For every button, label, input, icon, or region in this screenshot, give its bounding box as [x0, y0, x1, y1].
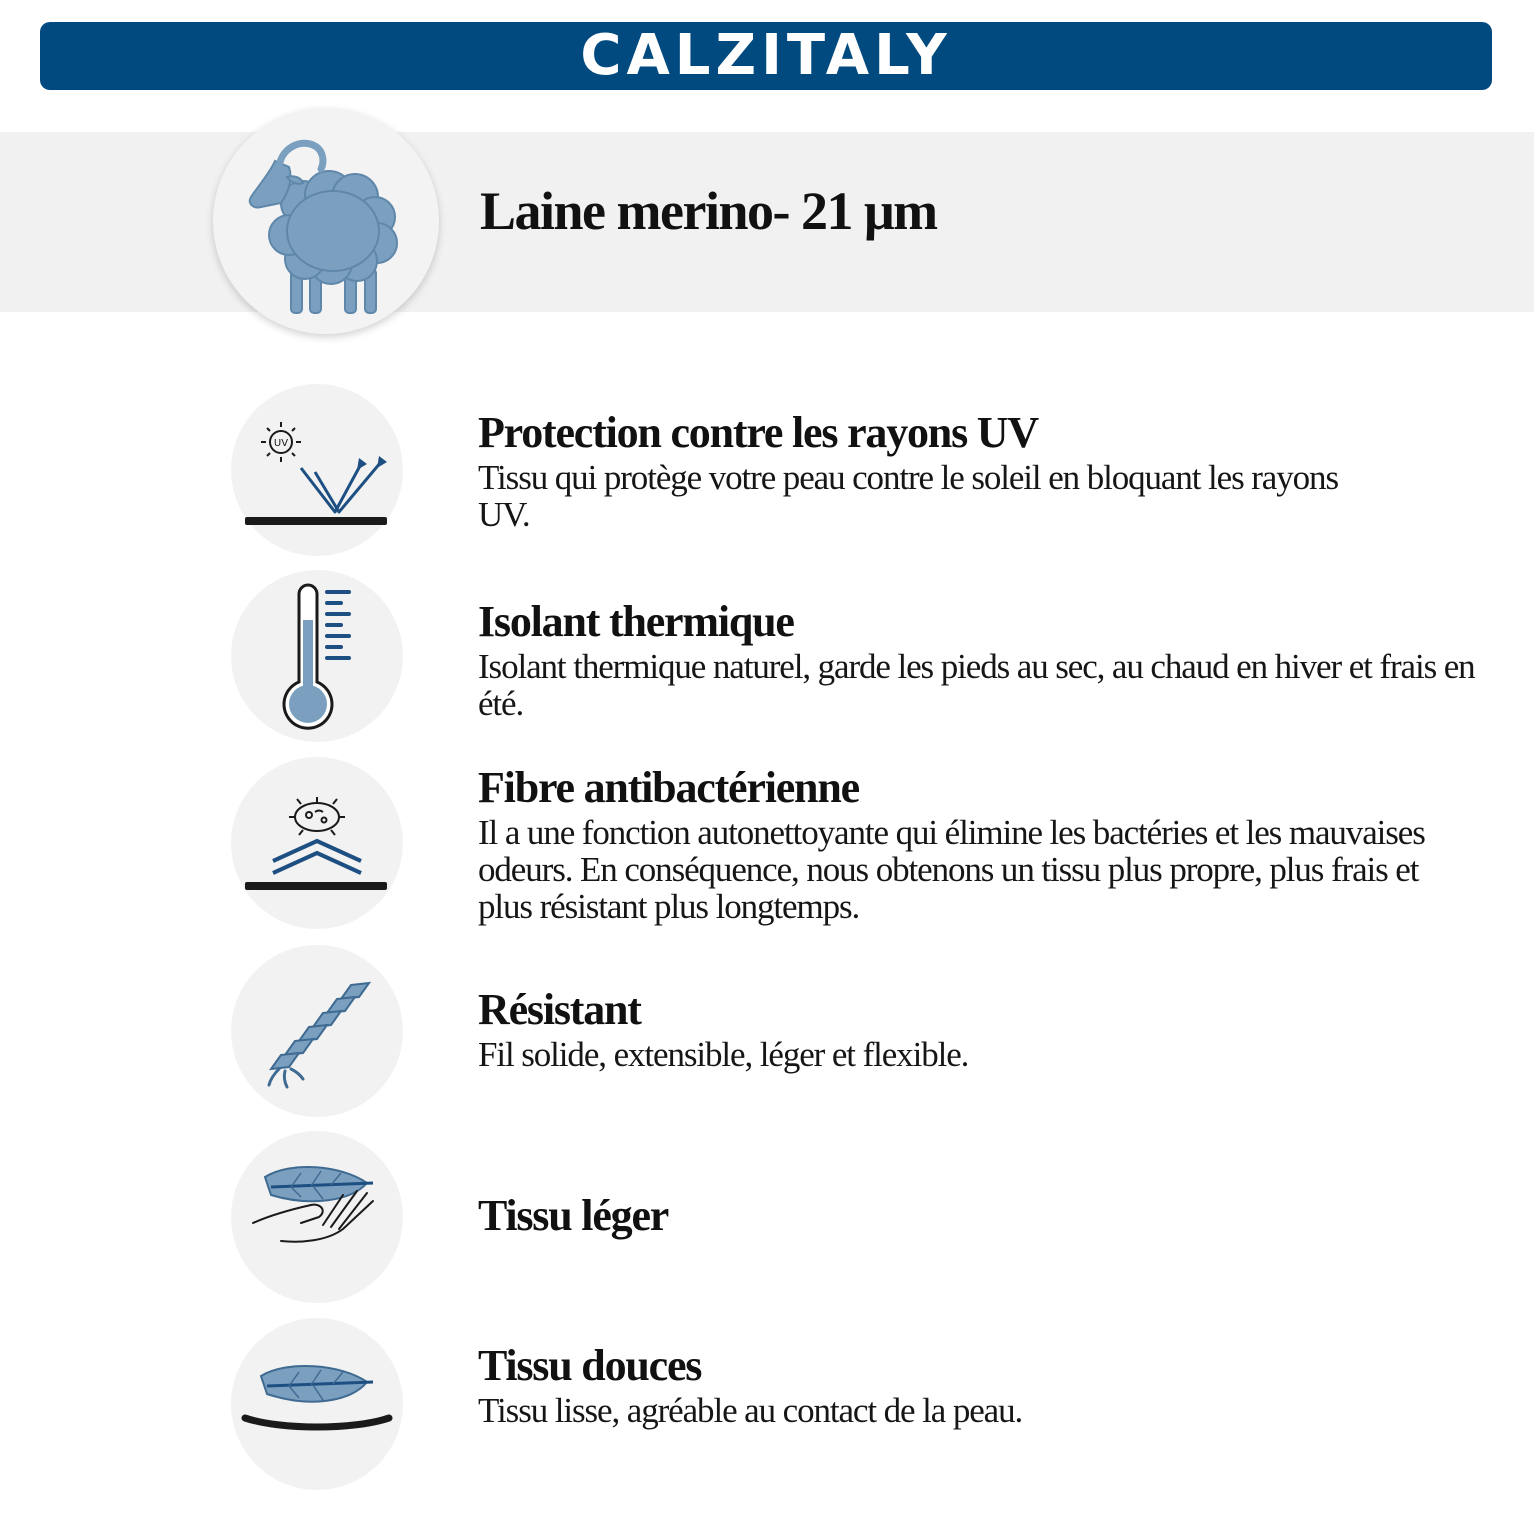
feature-description: Il a une fonction autonettoyante qui élimine les bactéries et les mauvaises odeurs. En conséquence, nous obtenons un tissu plus propre, plus frais et plus résistant plus longtemps. [478, 813, 1425, 926]
feature-description: Tissu lisse, agréable au contact de la peau. [478, 1391, 1023, 1430]
feature-icon-circle [231, 1131, 403, 1303]
feature-icon-circle [231, 570, 403, 742]
feature-title: Tissu léger [478, 1191, 669, 1240]
feature-uv [478, 408, 1478, 534]
feature-thermal [478, 597, 1478, 723]
rope-icon [231, 945, 403, 1117]
hero-title: Laine merino- 21 μm [480, 181, 937, 241]
feature-title: Protection contre les rayons UV [478, 408, 1038, 457]
antibacterial-icon [231, 757, 403, 929]
feature-soft [478, 1341, 1478, 1430]
feather-hand-icon [231, 1131, 403, 1303]
feature-title: Résistant [478, 985, 641, 1034]
feature-resistant [478, 985, 1478, 1074]
feature-title: Fibre antibactérienne [478, 763, 859, 812]
thermometer-icon [231, 570, 403, 742]
svg-text:UV: UV [273, 438, 289, 449]
feature-icon-circle [231, 757, 403, 929]
feature-icon-circle [231, 384, 403, 556]
feature-icon-circle [231, 945, 403, 1117]
feature-description: Tissu qui protège votre peau contre le soleil en bloquant les rayons UV. [478, 458, 1338, 534]
brand-name: CALZITALY [580, 23, 952, 88]
hero-icon-circle [213, 108, 439, 334]
sheep-icon [241, 121, 411, 321]
feature-light [478, 1191, 1478, 1242]
feature-description: Isolant thermique naturel, garde les pieds au sec, au chaud en hiver et frais en été. [478, 647, 1475, 723]
feature-title: Isolant thermique [478, 597, 794, 646]
feature-icon-circle [231, 1318, 403, 1490]
uv-protection-icon [231, 384, 403, 556]
feature-antibacterial [478, 763, 1478, 926]
brand-header [40, 22, 1492, 90]
feather-surface-icon [231, 1318, 403, 1490]
feature-description: Fil solide, extensible, léger et flexible. [478, 1035, 969, 1074]
feature-title: Tissu douces [478, 1341, 702, 1390]
